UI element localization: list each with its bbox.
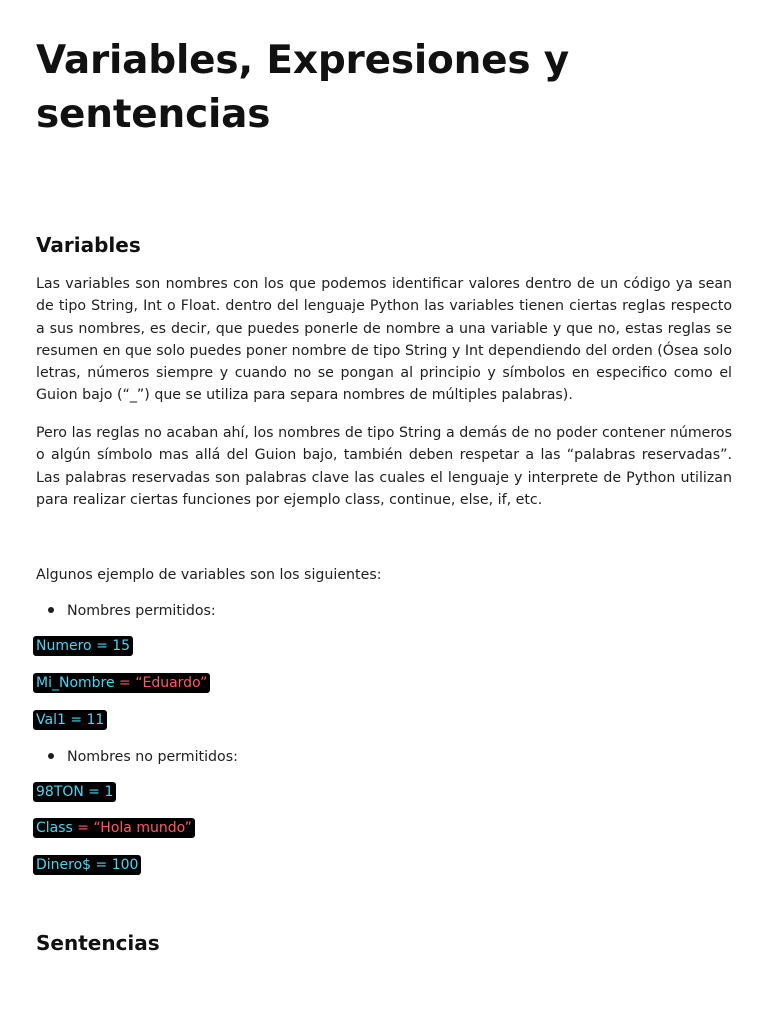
bullet-label: Nombres permitidos:	[67, 603, 216, 619]
code-example-allowed-1	[33, 636, 133, 656]
code-string-value: “Eduardo”	[135, 675, 208, 691]
bullet-disallowed-names	[36, 746, 238, 768]
bullet-allowed-names	[36, 600, 216, 622]
section-heading-sentencias: Sentencias	[36, 931, 160, 955]
code-identifier: Numero	[36, 638, 92, 654]
code-value: 15	[112, 638, 131, 654]
code-identifier: Mi_Nombre	[36, 675, 115, 691]
code-value: 11	[86, 712, 105, 728]
code-string-value: “Hola mundo”	[93, 820, 192, 836]
code-operator: =	[91, 638, 113, 654]
code-operator: =	[65, 712, 87, 728]
code-operator: =	[72, 820, 94, 836]
bullet-dot-icon	[48, 753, 54, 759]
code-identifier: Class	[36, 820, 73, 836]
code-example-disallowed-1	[33, 782, 116, 802]
section-heading-variables: Variables	[36, 233, 141, 257]
code-value: 100	[111, 857, 139, 873]
paragraph-reserved-words: Pero las reglas no acaban ahí, los nombres de tipo String a demás de no poder contener números o algún símbolo mas allá del Guion bajo, también deben respetar a las “palabras reservadas”. Las palabras reservadas son palabras clave las cuales el lenguaje y interprete de Python utilizan para realizar ciertas funciones por ejemplo class, continue, else, if, etc.	[36, 425, 732, 508]
paragraph-variables-definition: Las variables son nombres con los que podemos identificar valores dentro de un código ya sean de tipo String, Int o Float. dentro del lenguaje Python las variables tienen ciertas reglas respecto a sus nombres, es decir, que puedes ponerle de nombre a una variable y que no, estas reglas se resumen en que solo puedes poner nombre de tipo String y Int dependiendo del orden (Ósea solo letras, números siempre y cuando no se pongan al principio y símbolos en especifico como el Guion bajo (“_”) que se utiliza para separa nombres de múltiples palabras).	[36, 276, 732, 404]
code-example-allowed-2	[33, 673, 210, 693]
code-operator: =	[91, 857, 112, 873]
code-example-disallowed-2	[33, 818, 195, 838]
code-identifier: Dinero$	[36, 857, 92, 873]
code-example-allowed-3	[33, 710, 107, 730]
code-value: 1	[104, 784, 114, 800]
code-operator: =	[83, 784, 105, 800]
page-title: Variables, Expresiones y sentencias	[36, 38, 570, 137]
code-identifier: Val1	[36, 712, 66, 728]
bullet-label: Nombres no permitidos:	[67, 749, 238, 765]
code-example-disallowed-3	[33, 855, 141, 875]
paragraph-examples-intro: Algunos ejemplo de variables son los siguientes:	[36, 567, 382, 583]
code-identifier: 98TON	[36, 784, 84, 800]
code-operator: =	[114, 675, 136, 691]
bullet-dot-icon	[48, 607, 54, 613]
